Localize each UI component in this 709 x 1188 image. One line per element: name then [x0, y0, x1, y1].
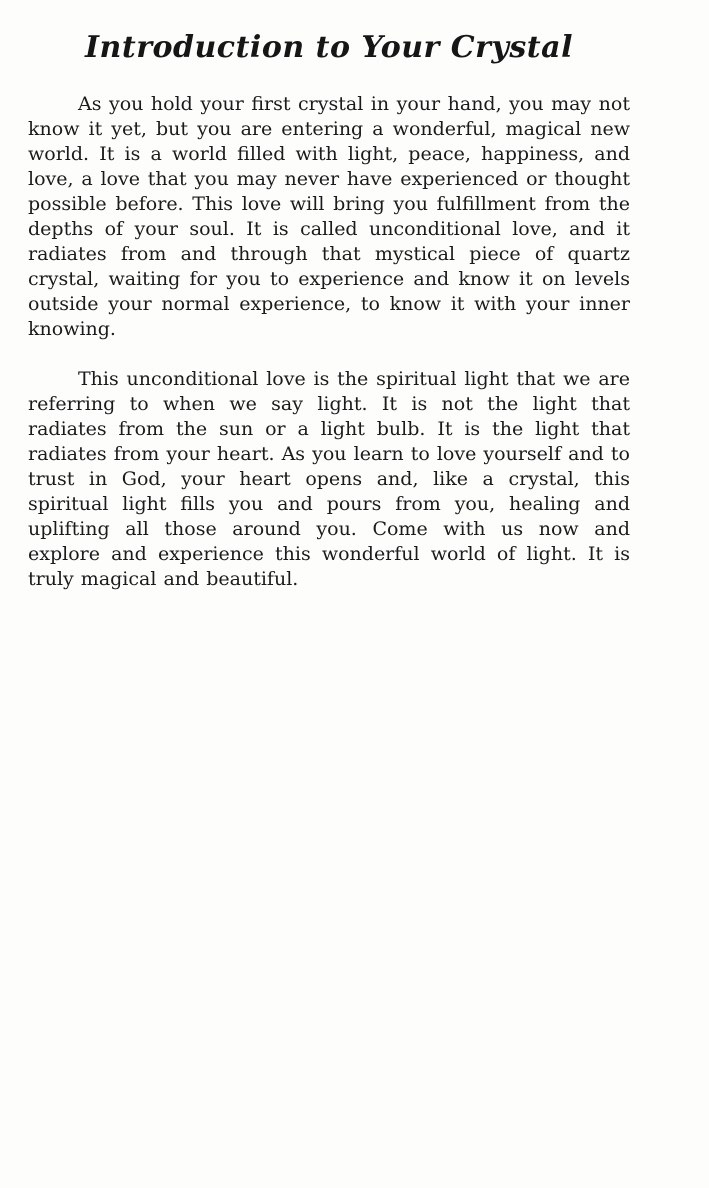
page-title: Introduction to Your Crystal — [85, 30, 573, 65]
paragraph-intro: As you hold your first crystal in your hand, you may not know it yet, but you are entering a wonderful, magical new world. It is a world filled with light, peace, happiness, and love, a love that you may never have experienced or thought possible before. This love will bring you fulfillment from the depths of your soul. It is called unconditional love, and it radiates from and through that mystical piece of quartz crystal, waiting for you to experience and know it on levels outside your normal experience, to know it with your inner knowing. — [28, 93, 630, 340]
paragraph-unconditional-love: This unconditional love is the spiritual light that we are referring to when we say light. It is not the light that radiates from the sun or a light bulb. It is the light that radiates from your heart. As you learn to love yourself and to trust in God, your heart opens and, like a crystal, this spiritual light fills you and pours from you, healing and uplifting all those around you. Come with us now and explore and experience this wonderful world of light. It is truly magical and beautiful. — [28, 368, 630, 590]
